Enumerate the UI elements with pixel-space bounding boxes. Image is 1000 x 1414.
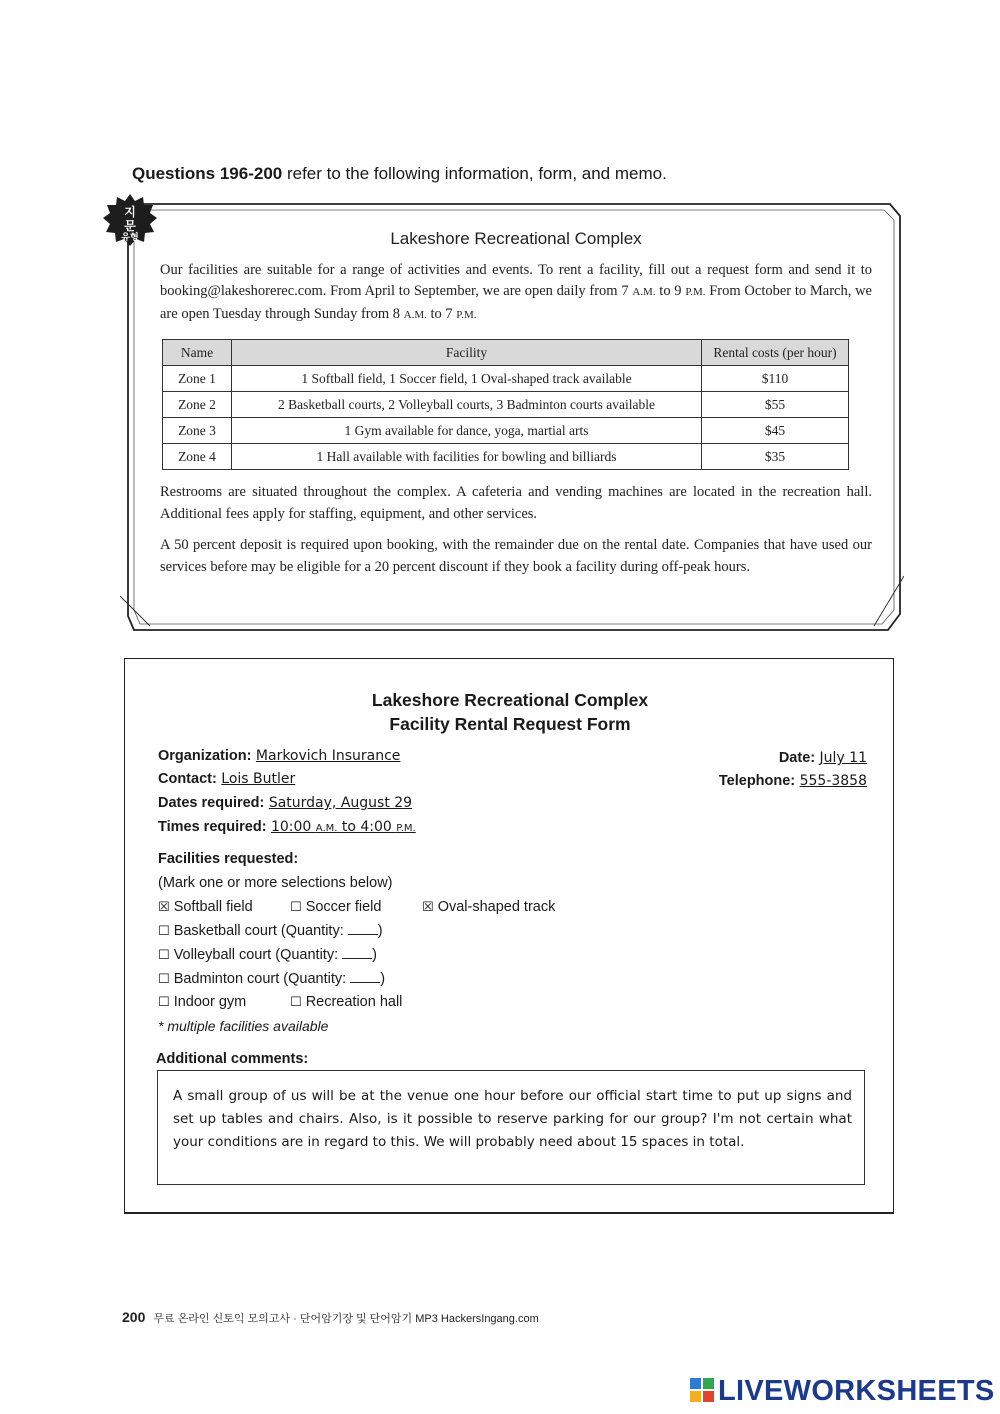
- zone-name: Zone 1: [163, 366, 232, 392]
- comments-label: Additional comments:: [156, 1051, 309, 1067]
- page-footer: [122, 1309, 539, 1326]
- zone-name: Zone 3: [163, 418, 232, 444]
- organization-row: Organization: Markovich Insurance: [158, 748, 401, 764]
- zone-cost: $110: [702, 366, 849, 392]
- unchecked-box-icon: ☐: [158, 948, 170, 963]
- checkbox-recreation-hall[interactable]: ☐ Recreation hall: [290, 994, 403, 1010]
- facilities-hint: (Mark one or more selections below): [158, 875, 393, 891]
- checkbox-soccer[interactable]: ☐ Soccer field: [290, 899, 382, 915]
- quantity-blank[interactable]: [350, 982, 380, 983]
- badge-line-3: 유형: [121, 233, 139, 243]
- zone-cost: $45: [702, 418, 849, 444]
- zone-cost: $35: [702, 444, 849, 470]
- info-paragraph-2: Restrooms are situated throughout the complex. A cafeteria and vending machines are located in the recreation hall. Additional fees apply for staffing, equipment, and other services.: [160, 484, 872, 522]
- header-name: Name: [163, 340, 232, 366]
- contact-value: Lois Butler: [221, 771, 296, 787]
- zone-facility: 1 Softball field, 1 Soccer field, 1 Oval-shaped track available: [232, 366, 702, 392]
- times-row: Times required: 10:00 A.M. to 4:00 P.M.: [158, 819, 416, 835]
- table-row: [163, 444, 849, 470]
- unchecked-box-icon: ☐: [290, 995, 302, 1010]
- info-paragraph-1: Our facilities are suitable for a range of activities and events. To rent a facility, fill out a request form and send it to booking@lakeshorerec.com. From April to September, we are open daily from 7 A.M. to 9 P.M. From October to March, we are open Tuesday through Sunday from 8 A.M. to 7 P.M.: [160, 261, 872, 322]
- contact-row: Contact: Lois Butler: [158, 771, 296, 787]
- date-value: July 11: [819, 750, 867, 766]
- dates-row: Dates required: Saturday, August 29: [158, 795, 413, 811]
- zone-cost: $55: [702, 392, 849, 418]
- dates-value: Saturday, August 29: [268, 795, 413, 811]
- comments-box: A small group of us will be at the venue one hour before our official start time to put up signs and set up tables and chairs. Also, is it possible to reserve parking for our group? I'm not certain what your conditions are in regard to this. We will probably need about 15 spaces in total.: [157, 1070, 865, 1185]
- checkbox-basketball[interactable]: ☐ Basketball court (Quantity: ): [158, 923, 383, 939]
- multiple-facilities-note: * multiple facilities available: [158, 1018, 329, 1034]
- checked-box-icon: ☒: [422, 900, 434, 915]
- header-rental-cost: Rental costs (per hour): [702, 340, 849, 366]
- liveworksheets-logo-icon: [690, 1378, 714, 1402]
- zone-facility: 1 Hall available with facilities for bowling and billiards: [232, 444, 702, 470]
- form-title-line-1: Lakeshore Recreational Complex: [371, 690, 649, 710]
- liveworksheets-brand: LIVEWORKSHEETS: [690, 1375, 995, 1408]
- table-row: [163, 366, 849, 392]
- badge-line-1: 지: [124, 205, 136, 219]
- zone-name: Zone 4: [163, 444, 232, 470]
- checkbox-indoor-gym[interactable]: ☐ Indoor gym: [158, 994, 247, 1010]
- section-badge: [102, 192, 158, 248]
- checkbox-badminton[interactable]: ☐ Badminton court (Quantity: ): [158, 971, 386, 987]
- zone-name: Zone 2: [163, 392, 232, 418]
- telephone-row: Telephone: 555-3858: [718, 773, 867, 789]
- info-section: [160, 228, 872, 578]
- organization-value: Markovich Insurance: [255, 748, 401, 764]
- quantity-blank[interactable]: [342, 958, 372, 959]
- info-title: Lakeshore Recreational Complex: [390, 229, 642, 248]
- form-title: [125, 688, 895, 736]
- times-value: 10:00 A.M. to 4:00 P.M.: [270, 819, 416, 835]
- header-facility: Facility: [232, 340, 702, 366]
- checkbox-softball[interactable]: ☒ Softball field: [158, 899, 253, 915]
- date-row: Date: July 11: [778, 750, 867, 766]
- zone-facility: 1 Gym available for dance, yoga, martial arts: [232, 418, 702, 444]
- quantity-blank[interactable]: [348, 934, 378, 935]
- badge-line-2: 문: [124, 219, 136, 233]
- table-row: [163, 418, 849, 444]
- unchecked-box-icon: ☐: [290, 900, 302, 915]
- telephone-value: 555-3858: [799, 773, 867, 789]
- facility-table: [162, 339, 849, 470]
- facilities-label: Facilities requested:: [158, 851, 299, 867]
- form-title-line-2: Facility Rental Request Form: [389, 714, 631, 734]
- table-row: [163, 392, 849, 418]
- rental-request-form: [124, 658, 894, 1214]
- zone-facility: 2 Basketball courts, 2 Volleyball courts, 3 Badminton courts available: [232, 392, 702, 418]
- unchecked-box-icon: ☐: [158, 995, 170, 1010]
- footer-text: 무료 온라인 신토익 모의고사 · 단어암기장 및 단어암기 MP3 HackersIngang.com: [153, 1313, 539, 1325]
- table-header-row: [163, 340, 849, 366]
- checkbox-volleyball[interactable]: ☐ Volleyball court (Quantity: ): [158, 947, 377, 963]
- checked-box-icon: ☒: [158, 900, 170, 915]
- page-number: 200: [122, 1309, 146, 1325]
- info-paragraph-3: A 50 percent deposit is required upon booking, with the remainder due on the rental date. Companies that have used our services before may be eligible for a 20 percent discount if they book a facility during off-peak hours.: [160, 537, 872, 575]
- checkbox-oval-track[interactable]: ☒ Oval-shaped track: [422, 899, 556, 915]
- unchecked-box-icon: ☐: [158, 972, 170, 987]
- questions-heading: Questions 196-200 refer to the following information, form, and memo.: [132, 164, 667, 183]
- unchecked-box-icon: ☐: [158, 924, 170, 939]
